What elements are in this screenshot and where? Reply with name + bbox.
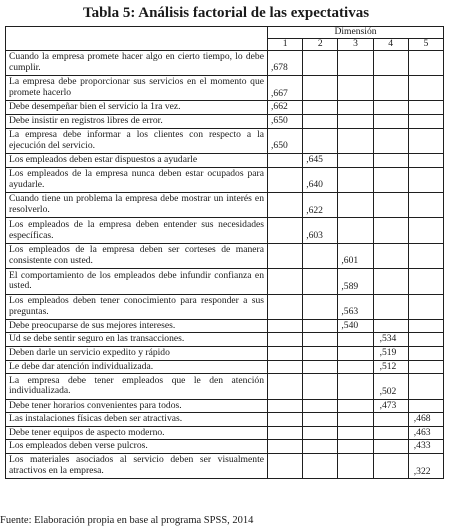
table-row xyxy=(6,454,444,479)
loading-dim-3 xyxy=(338,360,373,374)
loading-dim-3: ,540 xyxy=(338,319,373,333)
table-row xyxy=(6,50,444,75)
loading-dim-5: ,322 xyxy=(408,454,443,479)
loading-dim-4 xyxy=(373,50,408,75)
loading-dim-2 xyxy=(303,454,338,479)
loading-dim-2 xyxy=(303,440,338,454)
loading-dim-2 xyxy=(303,114,338,128)
loading-dim-2 xyxy=(303,360,338,374)
dimension-column-2: 2 xyxy=(303,38,338,50)
loading-dim-1: ,667 xyxy=(268,75,303,100)
loading-dim-4 xyxy=(373,413,408,427)
table-row xyxy=(6,243,444,268)
loading-dim-4 xyxy=(373,128,408,153)
loading-dim-4 xyxy=(373,192,408,217)
loading-dim-4 xyxy=(373,153,408,167)
loading-dim-3 xyxy=(338,347,373,361)
item-header-cell xyxy=(6,27,268,51)
loading-dim-1 xyxy=(268,153,303,167)
table-row xyxy=(6,333,444,347)
table-row xyxy=(6,426,444,440)
item-text: El comportamiento de los empleados debe infundir confianza en usted. xyxy=(6,269,268,294)
loading-dim-1 xyxy=(268,426,303,440)
loading-dim-5 xyxy=(408,114,443,128)
loading-dim-5 xyxy=(408,218,443,243)
dimension-header: Dimensión xyxy=(268,27,444,39)
loading-dim-5 xyxy=(408,153,443,167)
loading-dim-2 xyxy=(303,50,338,75)
item-text: Los empleados de la empresa nunca deben estar ocupados para ayudarle. xyxy=(6,167,268,192)
loading-dim-5 xyxy=(408,374,443,399)
loading-dim-3 xyxy=(338,454,373,479)
item-text: Debe tener equipos de aspecto moderno. xyxy=(6,426,268,440)
loading-dim-3 xyxy=(338,426,373,440)
loading-dim-1 xyxy=(268,374,303,399)
loading-dim-3 xyxy=(338,128,373,153)
loading-dim-4 xyxy=(373,114,408,128)
loading-dim-3 xyxy=(338,114,373,128)
item-text: Debe insistir en registros libres de error. xyxy=(6,114,268,128)
item-text: Los empleados deben tener conocimiento para responder a sus preguntas. xyxy=(6,294,268,319)
loading-dim-3 xyxy=(338,440,373,454)
loading-dim-5 xyxy=(408,101,443,115)
loading-dim-2 xyxy=(303,243,338,268)
table-row xyxy=(6,413,444,427)
loading-dim-3 xyxy=(338,167,373,192)
table-row xyxy=(6,114,444,128)
loading-dim-2 xyxy=(303,347,338,361)
loading-dim-5 xyxy=(408,128,443,153)
table-row xyxy=(6,192,444,217)
item-text: Los empleados deben verse pulcros. xyxy=(6,440,268,454)
loading-dim-3 xyxy=(338,153,373,167)
loading-dim-5: ,463 xyxy=(408,426,443,440)
loading-dim-3 xyxy=(338,192,373,217)
loading-dim-4 xyxy=(373,440,408,454)
loading-dim-4: ,473 xyxy=(373,399,408,413)
item-text: Le debe dar atención individualizada. xyxy=(6,360,268,374)
loading-dim-2: ,640 xyxy=(303,167,338,192)
loading-dim-3 xyxy=(338,399,373,413)
loading-dim-4 xyxy=(373,454,408,479)
table-row xyxy=(6,294,444,319)
loading-dim-5 xyxy=(408,192,443,217)
loading-dim-1: ,678 xyxy=(268,50,303,75)
loading-dim-1: ,650 xyxy=(268,114,303,128)
loading-dim-3: ,601 xyxy=(338,243,373,268)
loading-dim-4 xyxy=(373,167,408,192)
loading-dim-2: ,645 xyxy=(303,153,338,167)
loading-dim-2 xyxy=(303,333,338,347)
loading-dim-5 xyxy=(408,347,443,361)
item-text: Los empleados de la empresa deben entender sus necesidades específicas. xyxy=(6,218,268,243)
loading-dim-1 xyxy=(268,319,303,333)
item-text: La empresa debe proporcionar sus servicios en el momento que promete hacerlo xyxy=(6,75,268,100)
loading-dim-5 xyxy=(408,360,443,374)
loading-dim-3 xyxy=(338,218,373,243)
table-row xyxy=(6,360,444,374)
loading-dim-4: ,534 xyxy=(373,333,408,347)
loading-dim-2 xyxy=(303,294,338,319)
item-text: Ud se debe sentir seguro en las transacciones. xyxy=(6,333,268,347)
loading-dim-1 xyxy=(268,360,303,374)
loading-dim-3 xyxy=(338,374,373,399)
item-text: Cuando la empresa promete hacer algo en cierto tiempo, lo debe cumplir. xyxy=(6,50,268,75)
loading-dim-3: ,563 xyxy=(338,294,373,319)
loading-dim-3 xyxy=(338,75,373,100)
loading-dim-1 xyxy=(268,269,303,294)
loading-dim-3 xyxy=(338,101,373,115)
dimension-column-1: 1 xyxy=(268,38,303,50)
table-row xyxy=(6,347,444,361)
loading-dim-3: ,589 xyxy=(338,269,373,294)
item-text: Las instalaciones físicas deben ser atractivas. xyxy=(6,413,268,427)
loading-dim-4 xyxy=(373,101,408,115)
table-row xyxy=(6,440,444,454)
loading-dim-1 xyxy=(268,333,303,347)
loading-dim-4 xyxy=(373,294,408,319)
loading-dim-4 xyxy=(373,426,408,440)
loading-dim-5 xyxy=(408,75,443,100)
loading-dim-5 xyxy=(408,333,443,347)
loading-dim-1: ,650 xyxy=(268,128,303,153)
loading-dim-1 xyxy=(268,218,303,243)
loading-dim-5 xyxy=(408,167,443,192)
loading-dim-4: ,502 xyxy=(373,374,408,399)
dimension-column-4: 4 xyxy=(373,38,408,50)
loading-dim-1 xyxy=(268,413,303,427)
loading-dim-5 xyxy=(408,399,443,413)
dimension-column-5: 5 xyxy=(408,38,443,50)
item-text: Los empleados de la empresa deben ser corteses de manera consistente con usted. xyxy=(6,243,268,268)
loading-dim-4 xyxy=(373,269,408,294)
loading-dim-1 xyxy=(268,454,303,479)
loading-dim-5: ,433 xyxy=(408,440,443,454)
loading-dim-1: ,662 xyxy=(268,101,303,115)
loading-dim-2 xyxy=(303,75,338,100)
loading-dim-1 xyxy=(268,167,303,192)
loading-dim-5: ,468 xyxy=(408,413,443,427)
loading-dim-2 xyxy=(303,374,338,399)
item-text: La empresa debe tener empleados que le den atención individualizada. xyxy=(6,374,268,399)
item-text: La empresa debe informar a los clientes con respecto a la ejecución del servicio. xyxy=(6,128,268,153)
table-title: Tabla 5: Análisis factorial de las expectativas xyxy=(82,5,370,21)
loading-dim-5 xyxy=(408,243,443,268)
loading-dim-2 xyxy=(303,399,338,413)
table-row xyxy=(6,153,444,167)
loading-dim-5 xyxy=(408,294,443,319)
loading-dim-2 xyxy=(303,269,338,294)
loading-dim-1 xyxy=(268,440,303,454)
loading-dim-3 xyxy=(338,50,373,75)
loading-dim-3 xyxy=(338,333,373,347)
source-note: Fuente: Elaboración propia en base al programa SPSS, 2014 xyxy=(0,515,254,526)
loading-dim-4 xyxy=(373,243,408,268)
item-text: Los empleados deben estar dispuestos a ayudarle xyxy=(6,153,268,167)
table-row xyxy=(6,374,444,399)
loading-dim-2: ,603 xyxy=(303,218,338,243)
table-body xyxy=(6,50,444,479)
table-row xyxy=(6,75,444,100)
table-row xyxy=(6,167,444,192)
loading-dim-3 xyxy=(338,413,373,427)
loading-dim-2 xyxy=(303,101,338,115)
item-text: Cuando tiene un problema la empresa debe mostrar un interés en resolverlo. xyxy=(6,192,268,217)
loading-dim-1 xyxy=(268,192,303,217)
item-text: Debe tener horarios convenientes para todos. xyxy=(6,399,268,413)
loading-dim-2: ,622 xyxy=(303,192,338,217)
loading-dim-1 xyxy=(268,294,303,319)
loading-dim-1 xyxy=(268,243,303,268)
loading-dim-1 xyxy=(268,347,303,361)
table-row xyxy=(6,269,444,294)
item-text: Debe desempeñar bien el servicio la 1ra vez. xyxy=(6,101,268,115)
loading-dim-5 xyxy=(408,319,443,333)
loading-dim-4: ,519 xyxy=(373,347,408,361)
loading-dim-4: ,512 xyxy=(373,360,408,374)
loading-dim-2 xyxy=(303,319,338,333)
loading-dim-2 xyxy=(303,413,338,427)
loading-dim-5 xyxy=(408,50,443,75)
table-row xyxy=(6,101,444,115)
table-row xyxy=(6,399,444,413)
loading-dim-4 xyxy=(373,218,408,243)
loading-dim-1 xyxy=(268,399,303,413)
table-row xyxy=(6,128,444,153)
item-text: Deben darle un servicio expedito y rápido xyxy=(6,347,268,361)
item-text: Debe preocuparse de sus mejores intereses. xyxy=(6,319,268,333)
loading-dim-5 xyxy=(408,269,443,294)
loading-dim-4 xyxy=(373,319,408,333)
table-row xyxy=(6,218,444,243)
factor-analysis-table xyxy=(5,26,444,479)
dimension-column-3: 3 xyxy=(338,38,373,50)
loading-dim-4 xyxy=(373,75,408,100)
loading-dim-2 xyxy=(303,128,338,153)
item-text: Los materiales asociados al servicio deben ser visualmente atractivos en la empresa. xyxy=(6,454,268,479)
table-row xyxy=(6,319,444,333)
loading-dim-2 xyxy=(303,426,338,440)
